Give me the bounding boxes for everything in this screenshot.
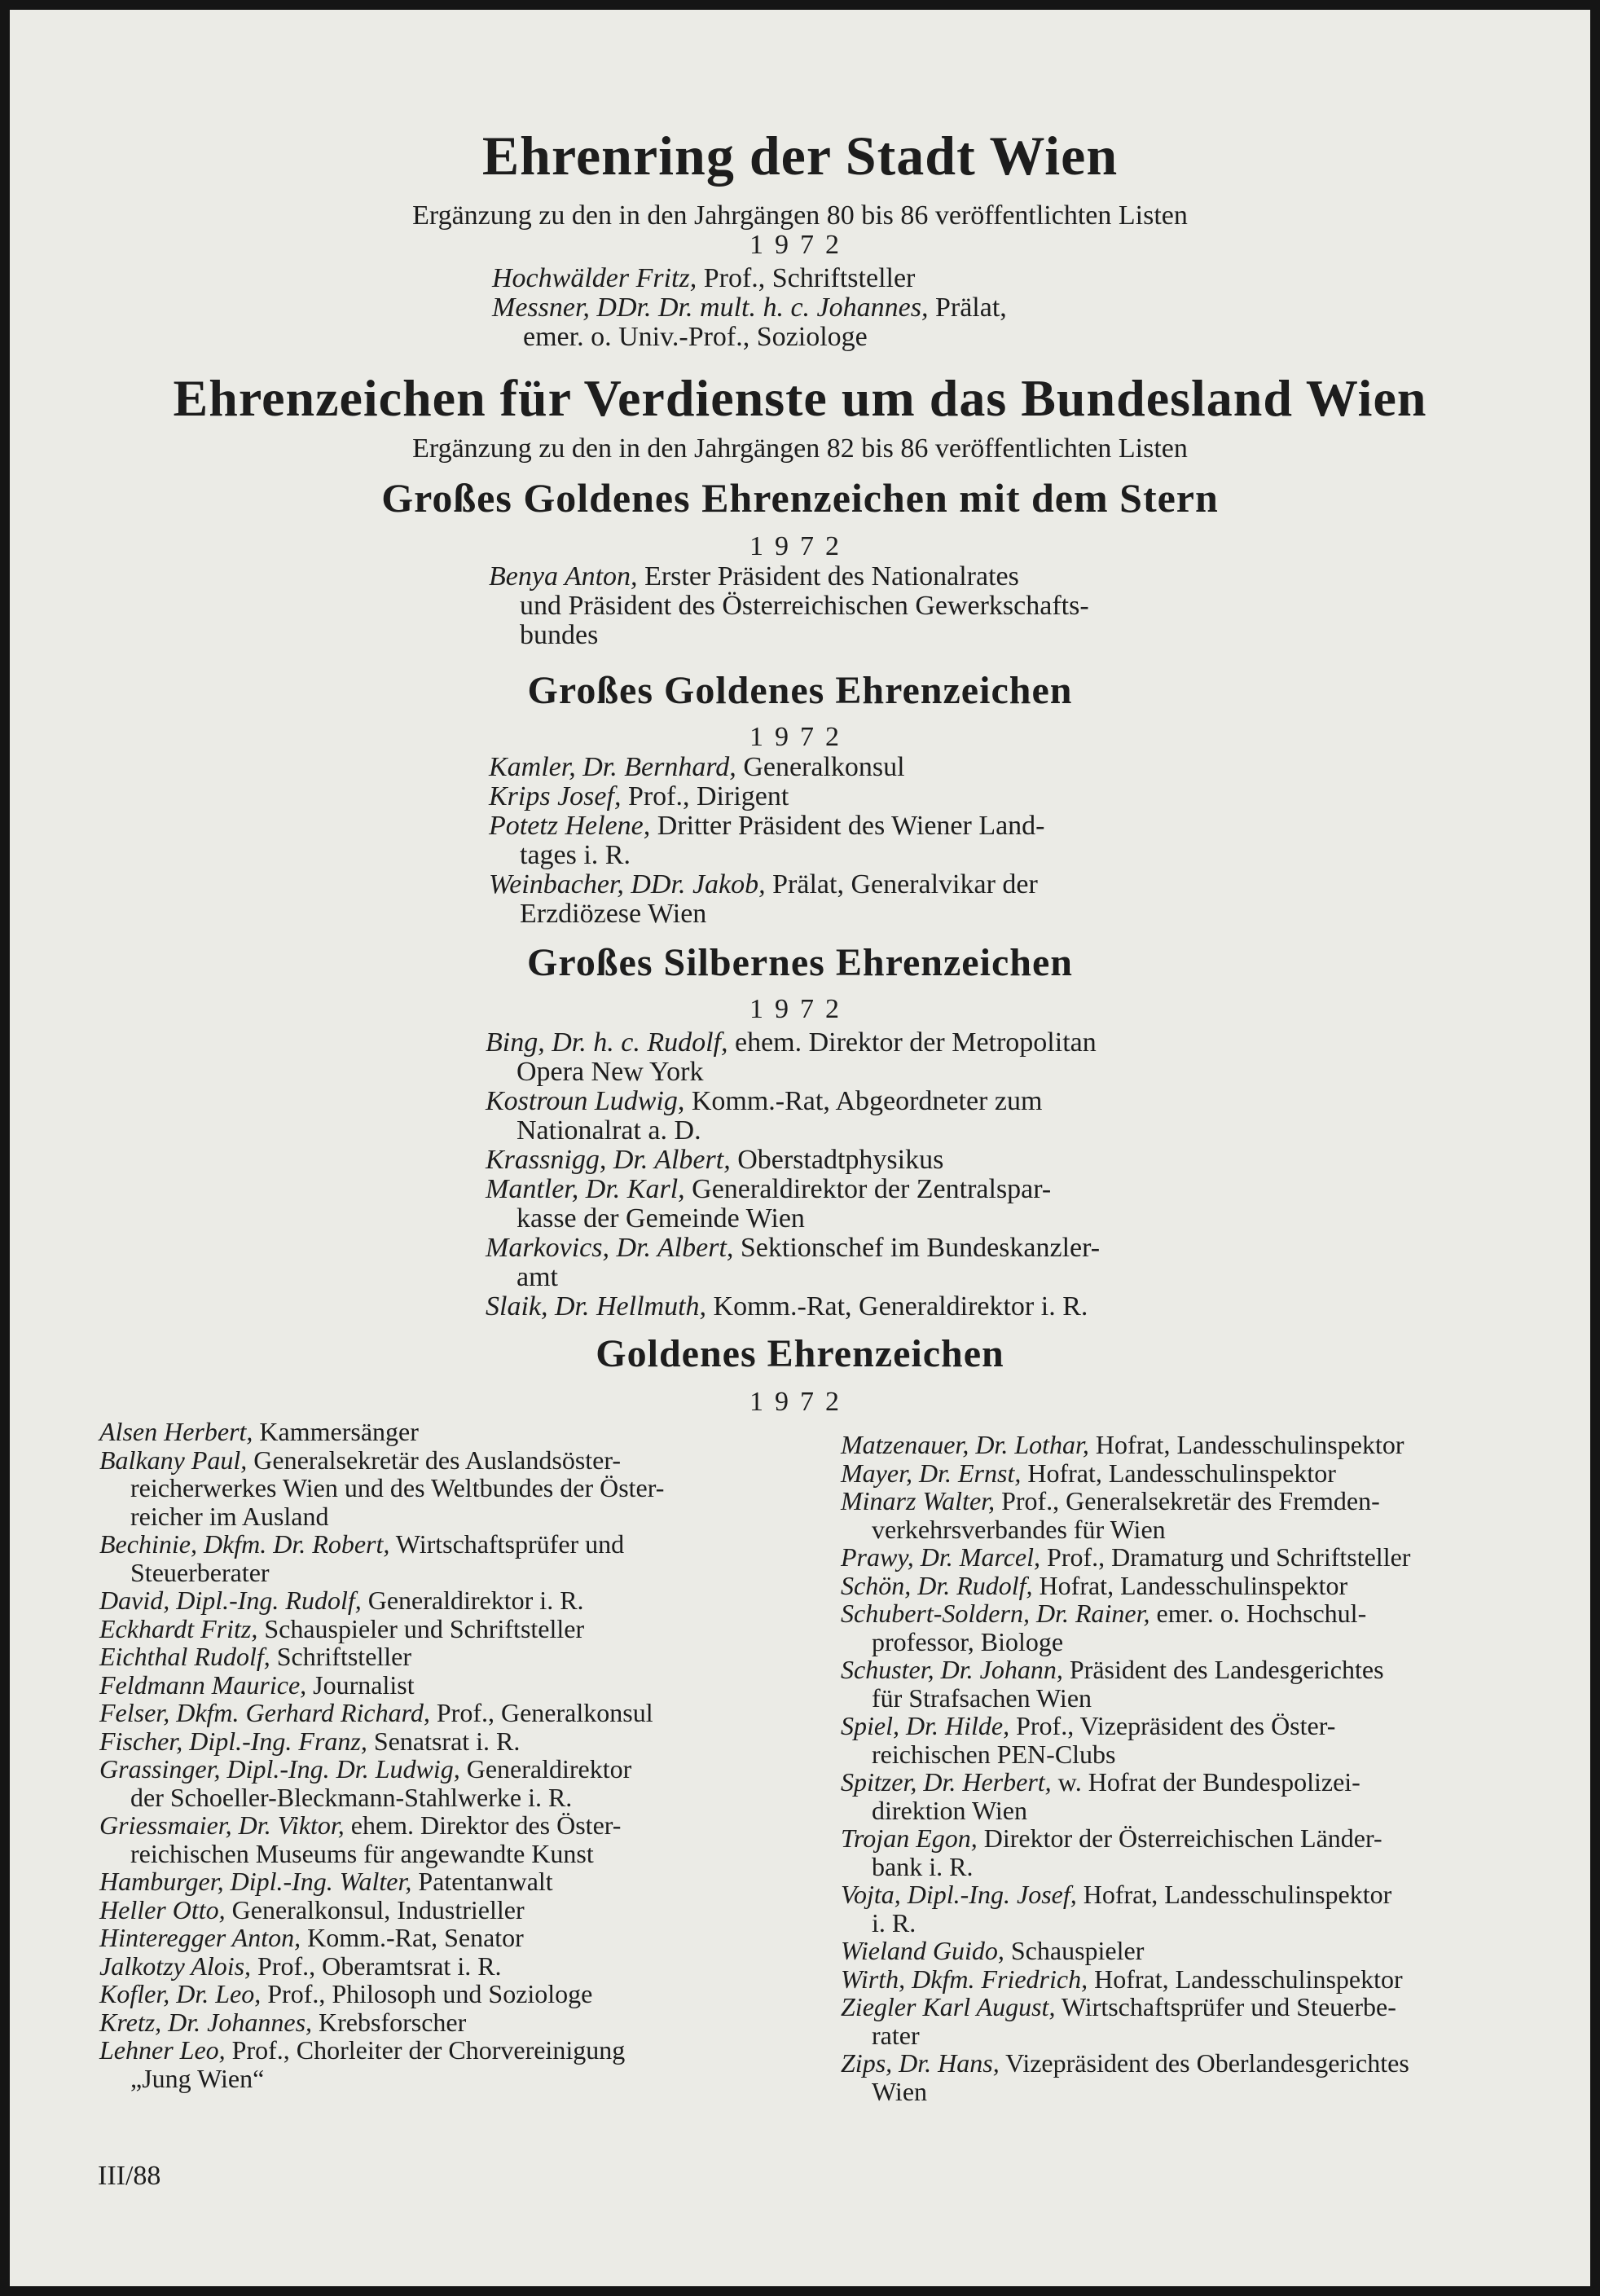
entry-desc: Oberstadtphysikus — [730, 1145, 944, 1175]
section-title: Goldenes Ehrenzeichen — [596, 1332, 1004, 1375]
entry-name: Schuster, Dr. Johann, — [841, 1655, 1063, 1684]
list-item — [841, 1965, 1558, 1994]
section1-entries — [489, 562, 1222, 650]
entry-name: Benya Anton, — [489, 561, 638, 592]
list-item — [489, 753, 1222, 782]
list-item — [99, 1699, 816, 1727]
entry-name: Spitzer, Dr. Herbert, — [841, 1767, 1052, 1797]
entry-desc: Direktor der Österreichischen Länder- — [977, 1823, 1382, 1853]
list-item — [99, 1867, 816, 1896]
list-item — [99, 1530, 816, 1586]
entry-desc: Generaldirektor i. R. — [361, 1586, 584, 1615]
list-item — [99, 1643, 816, 1671]
entry-name: Mantler, Dr. Karl, — [486, 1174, 685, 1204]
year-label: 1972 — [749, 722, 851, 752]
entry-name: Grassinger, Dipl.-Ing. Dr. Ludwig, — [99, 1754, 460, 1784]
entry-continuation: Opera New York — [516, 1057, 704, 1087]
entry-desc: Schauspieler und Schriftsteller — [257, 1613, 585, 1643]
entry-continuation: und Präsident des Österreichischen Gewerkschafts- — [520, 591, 1089, 621]
entry-name: Kostroun Ludwig, — [486, 1086, 685, 1116]
entry-name: Griessmaier, Dr. Viktor, — [99, 1810, 345, 1840]
list-item — [492, 293, 1160, 352]
section2-entries — [489, 753, 1222, 929]
entry-continuation: direktion Wien — [872, 1795, 1027, 1825]
entry-name: Kofler, Dr. Leo, — [99, 1979, 262, 2008]
entry-desc: Kammersänger — [253, 1417, 419, 1446]
entry-continuation: verkehrsverbandes für Wien — [872, 1514, 1166, 1544]
entry-desc: Prof., Chorleiter der Chorvereinigung — [225, 2035, 626, 2065]
entry-name: Messner, DDr. Dr. mult. h. c. Johannes, — [492, 292, 929, 323]
list-item — [486, 1028, 1235, 1087]
list-item — [99, 2008, 816, 2037]
entry-name: Weinbacher, DDr. Jakob, — [489, 869, 766, 899]
entry-name: Slaik, Dr. Hellmuth, — [486, 1291, 707, 1322]
entry-desc: Prof., Vizepräsident des Öster- — [1009, 1711, 1336, 1740]
entry-continuation: der Schoeller-Bleckmann-Stahlwerke i. R. — [130, 1782, 573, 1812]
section-title: Großes Silbernes Ehrenzeichen — [527, 941, 1073, 984]
heading-ehrenring-subtitle: Ergänzung zu den in den Jahrgängen 80 bis 86 veröffentlichten Listen — [412, 200, 1188, 231]
entry-name: Heller Otto, — [99, 1894, 226, 1924]
heading-ehrenring: Ehrenring der Stadt Wien — [481, 125, 1119, 187]
entry-name: Prawy, Dr. Marcel, — [841, 1542, 1041, 1572]
entry-name: Spiel, Dr. Hilde, — [841, 1711, 1010, 1740]
entry-desc: Senatsrat i. R. — [367, 1726, 521, 1756]
entry-desc: Generaldirektor — [459, 1754, 632, 1784]
list-item — [99, 1615, 816, 1643]
entry-continuation: reicherwerkes Wien und des Weltbundes der Öster- — [130, 1473, 665, 1502]
entry-desc: Generaldirektor der Zentralspar- — [684, 1174, 1052, 1204]
entry-desc: emer. o. Hochschul- — [1149, 1599, 1367, 1628]
list-item — [486, 1234, 1235, 1292]
entry-continuation: kasse der Gemeinde Wien — [516, 1203, 805, 1234]
entry-name: Wirth, Dkfm. Friedrich, — [841, 1964, 1088, 1994]
year-label: 1972 — [749, 1387, 851, 1417]
entry-desc: Hofrat, Landesschulinspektor — [1088, 1964, 1403, 1994]
section-title: Großes Goldenes Ehrenzeichen mit dem Stern — [381, 475, 1219, 521]
list-item — [486, 1146, 1235, 1175]
entry-continuation: bundes — [520, 620, 599, 650]
entry-name: Matzenauer, Dr. Lothar, — [841, 1430, 1089, 1459]
list-item — [841, 1993, 1558, 2049]
entry-continuation: rater — [872, 2020, 920, 2050]
entry-continuation: Erzdiözese Wien — [520, 899, 707, 929]
entry-desc: Prof., Dirigent — [621, 781, 789, 812]
entry-desc: Generalkonsul — [736, 752, 905, 782]
entry-continuation: bank i. R. — [872, 1851, 974, 1881]
list-item — [99, 2036, 816, 2092]
heading-ehrenzeichen-subtitle: Ergänzung zu den in den Jahrgängen 82 bis 86 veröffentlichten Listen — [412, 433, 1188, 464]
entry-continuation: tages i. R. — [520, 840, 631, 870]
heading-ehrenzeichen: Ehrenzeichen für Verdienste um das Bundesland Wien — [173, 369, 1427, 427]
entry-continuation: i. R. — [872, 1907, 916, 1938]
entry-desc: Krebsforscher — [312, 2007, 467, 2037]
entry-name: Wieland Guido, — [841, 1936, 1004, 1965]
entry-name: Markovics, Dr. Albert, — [486, 1233, 734, 1263]
list-item — [99, 1980, 816, 2008]
list-item — [99, 1924, 816, 1952]
entry-desc: Patentanwalt — [411, 1867, 553, 1896]
entry-name: Hinteregger Anton, — [99, 1923, 301, 1952]
list-item — [489, 562, 1222, 650]
entry-name: Balkany Paul, — [99, 1445, 248, 1475]
list-item — [841, 1543, 1558, 1572]
entry-name: Feldmann Maurice, — [99, 1669, 307, 1700]
entry-desc: w. Hofrat der Bundespolizei- — [1051, 1767, 1360, 1797]
entry-name: Eckhardt Fritz, — [99, 1613, 258, 1643]
entry-desc: Dritter Präsident des Wiener Land- — [650, 811, 1045, 841]
year-label: 1972 — [749, 531, 851, 561]
entry-name: Vojta, Dipl.-Ing. Josef, — [841, 1880, 1077, 1909]
entry-desc: Komm.-Rat, Generaldirektor i. R. — [706, 1291, 1088, 1322]
entry-continuation: „Jung Wien“ — [130, 2063, 265, 2093]
entry-desc: Komm.-Rat, Senator — [301, 1923, 524, 1952]
entry-name: Kretz, Dr. Johannes, — [99, 2007, 313, 2037]
list-item — [99, 1896, 816, 1924]
entry-name: Minarz Walter, — [841, 1486, 996, 1515]
left-column-entries — [99, 1418, 816, 2092]
list-item — [99, 1755, 816, 1811]
entry-continuation: Nationalrat a. D. — [516, 1115, 701, 1146]
entry-desc: ehem. Direktor des Öster- — [344, 1810, 622, 1840]
entry-desc: Wirtschaftsprüfer und Steuerbe- — [1055, 1992, 1396, 2021]
list-item — [486, 1292, 1235, 1322]
entry-name: Felser, Dkfm. Gerhard Richard, — [99, 1698, 430, 1727]
list-item — [841, 1712, 1558, 1768]
page-number: III/88 — [98, 2161, 161, 2191]
entry-name: Potetz Helene, — [489, 811, 651, 841]
list-item — [489, 812, 1222, 870]
entry-continuation: Steuerberater — [130, 1557, 270, 1587]
entry-name: Hochwälder Fritz, — [492, 263, 697, 293]
entry-name: Bing, Dr. h. c. Rudolf, — [486, 1027, 728, 1058]
list-item — [841, 1656, 1558, 1712]
entry-name: David, Dipl.-Ing. Rudolf, — [99, 1586, 362, 1615]
entry-continuation: Wien — [872, 2076, 928, 2106]
list-item — [489, 782, 1222, 812]
entry-desc: ehem. Direktor der Metropolitan — [727, 1027, 1097, 1058]
entry-desc: Prälat, — [928, 292, 1007, 323]
entry-desc: Prof., Philosoph und Soziologe — [261, 1979, 593, 2008]
section3-entries — [486, 1028, 1235, 1322]
list-item — [99, 1811, 816, 1867]
right-column-entries — [841, 1431, 1558, 2105]
entry-name: Zips, Dr. Hans, — [841, 2048, 1000, 2078]
entry-desc: Hofrat, Landesschulinspektor — [1088, 1430, 1404, 1459]
entry-desc: Vizepräsident des Oberlandesgerichtes — [999, 2048, 1409, 2078]
entry-desc: Erster Präsident des Nationalrates — [637, 561, 1019, 592]
entry-desc: Prof., Generalsekretär des Fremden- — [995, 1486, 1380, 1515]
entry-name: Alsen Herbert, — [99, 1417, 253, 1446]
entry-desc: Journalist — [306, 1669, 415, 1700]
list-item — [841, 1824, 1558, 1880]
entry-name: Eichthal Rudolf, — [99, 1642, 270, 1671]
list-item — [841, 1572, 1558, 1600]
entry-desc: Prof., Schriftsteller — [697, 263, 916, 293]
entry-name: Schön, Dr. Rudolf, — [841, 1570, 1033, 1600]
entry-desc: Komm.-Rat, Abgeordneter zum — [684, 1086, 1043, 1116]
entry-continuation: reichischen PEN-Clubs — [872, 1739, 1116, 1769]
entry-name: Hamburger, Dipl.-Ing. Walter, — [99, 1867, 412, 1896]
list-item — [492, 264, 1160, 293]
entry-desc: Hofrat, Landesschulinspektor — [1076, 1880, 1392, 1909]
list-item — [841, 1459, 1558, 1488]
entry-continuation: emer. o. Univ.-Prof., Soziologe — [523, 322, 868, 352]
list-item — [486, 1087, 1235, 1146]
section-title: Großes Goldenes Ehrenzeichen — [527, 669, 1073, 712]
list-item — [99, 1586, 816, 1615]
year-label: 1972 — [749, 994, 851, 1024]
entry-name: Trojan Egon, — [841, 1823, 978, 1853]
list-item — [486, 1175, 1235, 1234]
year-label: 1972 — [749, 230, 851, 260]
entry-desc: Prof., Dramaturg und Schriftsteller — [1040, 1542, 1411, 1572]
document-page — [10, 10, 1590, 2286]
list-item — [99, 1671, 816, 1700]
entry-continuation: reichischen Museums für angewandte Kunst — [130, 1838, 594, 1868]
list-item — [841, 1768, 1558, 1824]
list-item — [489, 870, 1222, 929]
entry-name: Mayer, Dr. Ernst, — [841, 1458, 1022, 1488]
list-item — [841, 1937, 1558, 1965]
entry-name: Ziegler Karl August, — [841, 1992, 1056, 2021]
entry-desc: Prof., Oberamtsrat i. R. — [251, 1951, 502, 1981]
list-item — [841, 2049, 1558, 2105]
entry-desc: Hofrat, Landesschulinspektor — [1032, 1570, 1348, 1600]
list-item — [99, 1727, 816, 1756]
list-item — [841, 1880, 1558, 1937]
entry-name: Jalkotzy Alois, — [99, 1951, 252, 1981]
entry-continuation: professor, Biologe — [872, 1626, 1064, 1656]
list-item — [841, 1487, 1558, 1543]
entry-desc: Präsident des Landesgerichtes — [1062, 1655, 1384, 1684]
entry-desc: Prälat, Generalvikar der — [765, 869, 1038, 899]
ring-entries — [492, 264, 1160, 352]
entry-desc: Schauspieler — [1004, 1936, 1145, 1965]
entry-desc: Wirtschaftsprüfer und — [389, 1529, 625, 1559]
entry-name: Bechinie, Dkfm. Dr. Robert, — [99, 1529, 390, 1559]
entry-desc: Generalsekretär des Auslandsöster- — [247, 1445, 622, 1475]
list-item — [841, 1431, 1558, 1459]
entry-desc: Generalkonsul, Industrieller — [225, 1894, 525, 1924]
entry-desc: Prof., Generalkonsul — [429, 1698, 653, 1727]
entry-name: Krassnigg, Dr. Albert, — [486, 1145, 731, 1175]
entry-name: Krips Josef, — [489, 781, 622, 812]
entry-desc: Schriftsteller — [270, 1642, 412, 1671]
entry-desc: Hofrat, Landesschulinspektor — [1021, 1458, 1336, 1488]
entry-continuation: amt — [516, 1262, 558, 1292]
list-item — [99, 1418, 816, 1446]
list-item — [99, 1446, 816, 1531]
entry-continuation: für Strafsachen Wien — [872, 1682, 1092, 1713]
entry-name: Kamler, Dr. Bernhard, — [489, 752, 736, 782]
entry-name: Schubert-Soldern, Dr. Rainer, — [841, 1599, 1150, 1628]
entry-continuation: reicher im Ausland — [130, 1501, 329, 1531]
entry-name: Fischer, Dipl.-Ing. Franz, — [99, 1726, 367, 1756]
entry-name: Lehner Leo, — [99, 2035, 226, 2065]
entry-desc: Sektionschef im Bundeskanzler- — [733, 1233, 1101, 1263]
list-item — [99, 1952, 816, 1981]
list-item — [841, 1599, 1558, 1656]
